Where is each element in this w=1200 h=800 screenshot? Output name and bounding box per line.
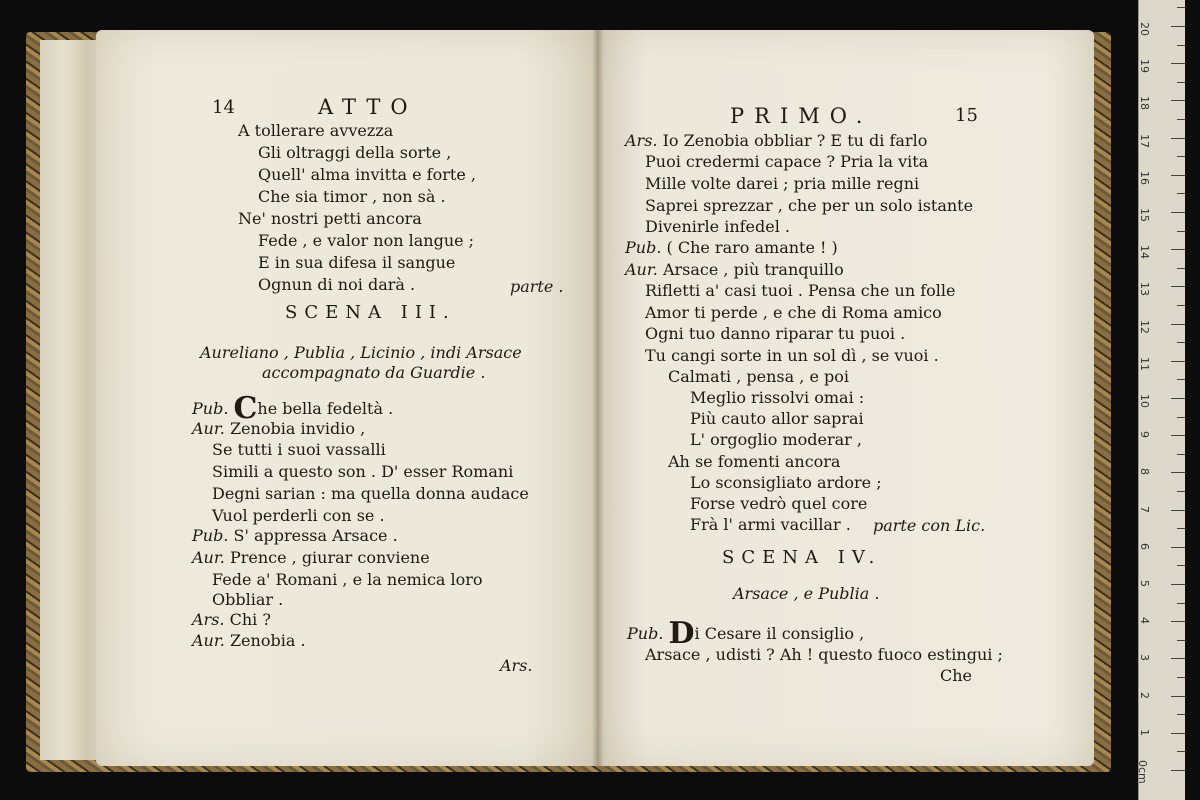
speaker-label: Aur.: [625, 260, 658, 279]
ruler-tick: [1177, 231, 1185, 232]
aria-line: Forse vedrò quel core: [690, 494, 868, 513]
ruler-tick: [1177, 7, 1185, 8]
dialogue-line: Divenirle infedel .: [645, 217, 791, 236]
ruler-tick: [1177, 119, 1185, 120]
ruler-tick: [1177, 528, 1185, 529]
ruler-tick: [1171, 510, 1185, 511]
ruler-tick: [1171, 63, 1185, 64]
dialogue-line: Saprei sprezzar , che per un solo istante: [645, 196, 974, 215]
dialogue-line: Tu cangi sorte in un sol dì , se vuoi .: [645, 346, 939, 365]
ruler-tick: [1171, 584, 1185, 585]
ruler-number: 12: [1138, 319, 1151, 334]
drop-initial: D: [668, 616, 695, 651]
ruler-number: 10: [1138, 394, 1151, 408]
verse-line: Ne' nostri petti ancora: [238, 209, 422, 228]
ruler-tick: [1171, 733, 1185, 734]
ruler-tick: [1171, 361, 1185, 362]
ruler-tick: [1171, 696, 1185, 697]
dialogue-text: Prence , giurar conviene: [229, 548, 430, 567]
dialogue-line: [192, 548, 430, 568]
ruler-tick: [1177, 565, 1185, 566]
aria-line: Meglio rissolvi omai :: [690, 388, 865, 407]
ruler-tick: [1171, 212, 1185, 213]
dialogue-line: [625, 238, 838, 258]
verse-line: A tollerare avvezza: [238, 121, 394, 140]
catchword: Che: [940, 666, 973, 685]
dialogue-text: he bella fedeltà .: [257, 399, 394, 418]
speaker-label: Aur.: [192, 419, 225, 438]
ruler-number: 17: [1138, 133, 1151, 148]
speaker-label: Ars.: [192, 610, 225, 629]
cast-list: Aureliano , Publia , Licinio , indi Arsace: [200, 343, 522, 362]
ruler-zero-label: 0cm: [1136, 760, 1149, 784]
speaker-label: Pub.: [625, 238, 662, 257]
speaker-label: Pub.: [192, 526, 229, 545]
speaker-label: Aur.: [192, 548, 225, 567]
ruler-tick: [1177, 193, 1185, 194]
ruler-tick: [1171, 472, 1185, 473]
aria-line: Lo sconsigliato ardore ;: [690, 473, 882, 492]
ruler-tick: [1177, 342, 1185, 343]
page-number: 14: [212, 97, 235, 118]
ruler-tick: [1171, 658, 1185, 659]
dialogue-text: Zenobia .: [229, 631, 306, 650]
stage-direction: parte .: [510, 277, 564, 296]
ruler-number: 18: [1138, 96, 1151, 111]
ruler-tick: [1171, 100, 1185, 101]
dialogue-line: [627, 616, 865, 651]
dialogue-line: Puoi credermi capace ? Pria la vita: [645, 152, 929, 171]
dialogue-line: Simili a questo son . D' esser Romani: [212, 462, 514, 481]
dialogue-line: Fede a' Romani , e la nemica loro: [212, 570, 483, 589]
running-head: ATTO: [318, 95, 418, 119]
scene-title: SCENA IV.: [722, 547, 882, 568]
ruler-tick: [1177, 305, 1185, 306]
ruler-number: 19: [1138, 59, 1151, 74]
ruler-tick: [1177, 603, 1185, 604]
ruler-tick: [1171, 398, 1185, 399]
ruler-number: 7: [1138, 505, 1151, 513]
dialogue-line: Rifletti a' casi tuoi . Pensa che un folle: [645, 281, 956, 300]
ruler-number: 6: [1138, 542, 1151, 550]
ruler-tick: [1171, 324, 1185, 325]
ruler-number: 9: [1138, 431, 1151, 439]
ruler-tick: [1177, 379, 1185, 380]
ruler-number: 14: [1138, 245, 1151, 260]
scene-title: SCENA III.: [285, 302, 456, 323]
ruler-tick: [1177, 82, 1185, 83]
running-head: PRIMO.: [730, 104, 873, 128]
ruler-tick: [1171, 286, 1185, 287]
ruler-number: 16: [1138, 170, 1151, 185]
speaker-label: Pub.: [627, 624, 664, 643]
ruler-tick: [1171, 621, 1185, 622]
ruler-number: 11: [1138, 356, 1151, 371]
speaker-label: Ars.: [625, 131, 658, 150]
dialogue-text: ( Che raro amante ! ): [666, 238, 838, 257]
cast-list: accompagnato da Guardie .: [262, 363, 486, 382]
ruler-number: 5: [1138, 580, 1151, 587]
dialogue-line: [192, 419, 365, 439]
dialogue-line: [192, 631, 306, 651]
dialogue-text: Arsace , più tranquillo: [662, 260, 844, 279]
aria-line: L' orgoglio moderar ,: [690, 430, 862, 449]
ruler-tick: [1171, 138, 1185, 139]
ruler-tick: [1171, 26, 1185, 27]
page-number: 15: [955, 105, 978, 126]
measuring-ruler: [1138, 0, 1185, 800]
verse-line: Ognun di noi darà .: [258, 275, 416, 294]
dialogue-line: Mille volte darei ; pria mille regni: [645, 174, 920, 193]
ruler-tick: [1177, 268, 1185, 269]
dialogue-line: [625, 131, 927, 151]
speaker-label: Pub.: [192, 399, 229, 418]
dialogue-text: Io Zenobia obbliar ? E tu di farlo: [662, 131, 928, 150]
aria-line: Calmati , pensa , e poi: [668, 367, 849, 386]
cast-list: Arsace , e Publia .: [733, 584, 880, 603]
ruler-tick: [1171, 435, 1185, 436]
ruler-tick: [1177, 751, 1185, 752]
dialogue-text: i Cesare il consiglio ,: [694, 624, 865, 643]
dialogue-text: S' appressa Arsace .: [233, 526, 398, 545]
dialogue-line: Amor ti perde , e che di Roma amico: [645, 303, 942, 322]
ruler-number: 4: [1138, 617, 1151, 625]
dialogue-line: Se tutti i suoi vassalli: [212, 440, 386, 459]
verse-line: Che sia timor , non sà .: [258, 187, 446, 206]
dialogue-text: Chi ?: [229, 610, 271, 629]
aria-line: Più cauto allor saprai: [690, 409, 864, 428]
dialogue-line: Obbliar .: [212, 590, 284, 609]
verse-line: Quell' alma invitta e forte ,: [258, 165, 476, 184]
ruler-tick: [1177, 640, 1185, 641]
dialogue-text: Zenobia invidio ,: [229, 419, 366, 438]
dialogue-line: [192, 391, 394, 426]
ruler-number: 13: [1138, 282, 1151, 297]
book-gutter: [592, 30, 604, 766]
ruler-number: 20: [1138, 22, 1151, 36]
verse-line: E in sua difesa il sangue: [258, 253, 456, 272]
ruler-tick: [1177, 677, 1185, 678]
drop-initial: C: [233, 391, 258, 426]
ruler-number: 2: [1138, 691, 1151, 699]
dialogue-line: Ogni tuo danno riparar tu puoi .: [645, 324, 906, 343]
ruler-tick: [1171, 249, 1185, 250]
ruler-tick: [1177, 417, 1185, 418]
verse-line: Gli oltraggi della sorte ,: [258, 143, 452, 162]
verse-line: Fede , e valor non langue ;: [258, 231, 475, 250]
ruler-number: 8: [1138, 468, 1151, 476]
ruler-tick: [1171, 547, 1185, 548]
catchword: Ars.: [500, 656, 533, 675]
ruler-number: 15: [1138, 208, 1151, 222]
ruler-tick: [1177, 454, 1185, 455]
speaker-label: Aur.: [192, 631, 225, 650]
ruler-tick: [1171, 175, 1185, 176]
dialogue-line: [192, 610, 271, 630]
ruler-number: 3: [1138, 654, 1151, 662]
ruler-tick: [1177, 714, 1185, 715]
dialogue-line: Vuol perderli con se .: [212, 506, 385, 525]
stage-direction: parte con Lic.: [873, 516, 986, 535]
aria-line: Frà l' armi vacillar .: [690, 515, 851, 534]
dialogue-line: Degni sarian : ma quella donna audace: [212, 484, 529, 503]
ruler-tick: [1171, 770, 1185, 771]
ruler-number: 1: [1138, 728, 1151, 736]
aria-line: Ah se fomenti ancora: [668, 452, 841, 471]
dialogue-line: [625, 260, 844, 280]
dialogue-line: [192, 526, 398, 546]
dialogue-line: Arsace , udisti ? Ah ! questo fuoco estingui ;: [645, 645, 1003, 664]
ruler-tick: [1177, 45, 1185, 46]
ruler-tick: [1177, 491, 1185, 492]
ruler-tick: [1177, 156, 1185, 157]
